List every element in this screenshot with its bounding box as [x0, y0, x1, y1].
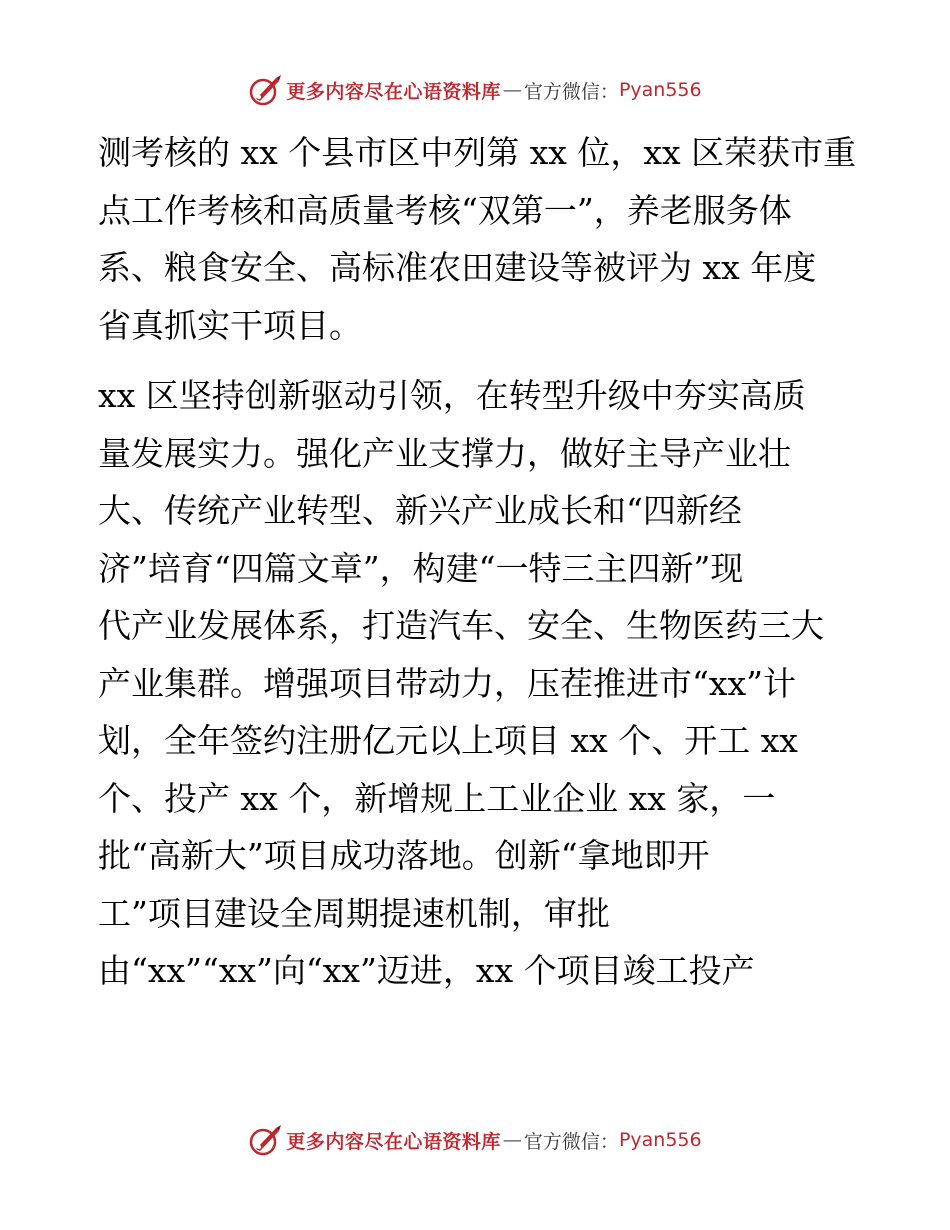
header-banner	[0, 70, 950, 110]
text-line: 量发展实力。强化产业支撑力，做好主导产业壮	[98, 433, 791, 473]
text-line: 由“xx”“xx”向“xx”迈进，xx 个项目竣工投产	[98, 951, 755, 990]
text-line: 系、粮食安全、高标准农田建设等被评为 xx 年度	[98, 248, 817, 287]
paragraph-2	[98, 367, 858, 1000]
quill-pen-logo-icon	[248, 73, 282, 107]
text-line: 点工作考核和高质量考核“双第一”，养老服务体	[98, 190, 792, 230]
text-line: 大、传统产业转型、新兴产业成长和“四新经	[98, 491, 742, 530]
banner-separator: —	[502, 79, 522, 101]
text-line: 工”项目建设全周期提速机制，审批	[98, 893, 610, 933]
text-line: 个、投产 xx 个，新增规上工业企业 xx 家，一	[98, 778, 776, 818]
text-line: 代产业发展体系，打造汽车、安全、生物医药三大	[98, 606, 824, 645]
banner-separator: —	[502, 1129, 522, 1151]
text-line: 批“高新大”项目成功落地。创新“拿地即开	[98, 836, 710, 875]
text-line: 济”培育“四篇文章”，构建“一特三主四新”现	[98, 548, 744, 588]
banner-wechat-id: Pyan556	[618, 1129, 702, 1151]
banner-wechat-id: Pyan556	[618, 79, 702, 101]
banner-official-label: 官方微信：	[523, 1130, 619, 1153]
banner-official-label: 官方微信：	[523, 80, 619, 103]
banner-brand-text: 更多内容尽在心语资料库	[286, 80, 501, 103]
text-line: xx 区坚持创新驱动引领，在转型升级中夯实高质	[98, 376, 806, 415]
quill-pen-logo-icon	[248, 1123, 282, 1157]
text-line: 产业集群。增强项目带动力，压茬推进市“xx”计	[98, 663, 796, 703]
paragraph-spacer	[98, 354, 858, 367]
document-body	[98, 124, 858, 1000]
text-line: 省真抓实干项目。	[98, 305, 362, 345]
footer-banner	[0, 1120, 950, 1160]
paragraph-1	[98, 124, 858, 354]
banner-brand-text: 更多内容尽在心语资料库	[286, 1130, 501, 1153]
text-line: 测考核的 xx 个县市区中列第 xx 位，xx 区荣获市重	[98, 133, 857, 172]
text-line: 划，全年签约注册亿元以上项目 xx 个、开工 xx	[98, 721, 798, 760]
